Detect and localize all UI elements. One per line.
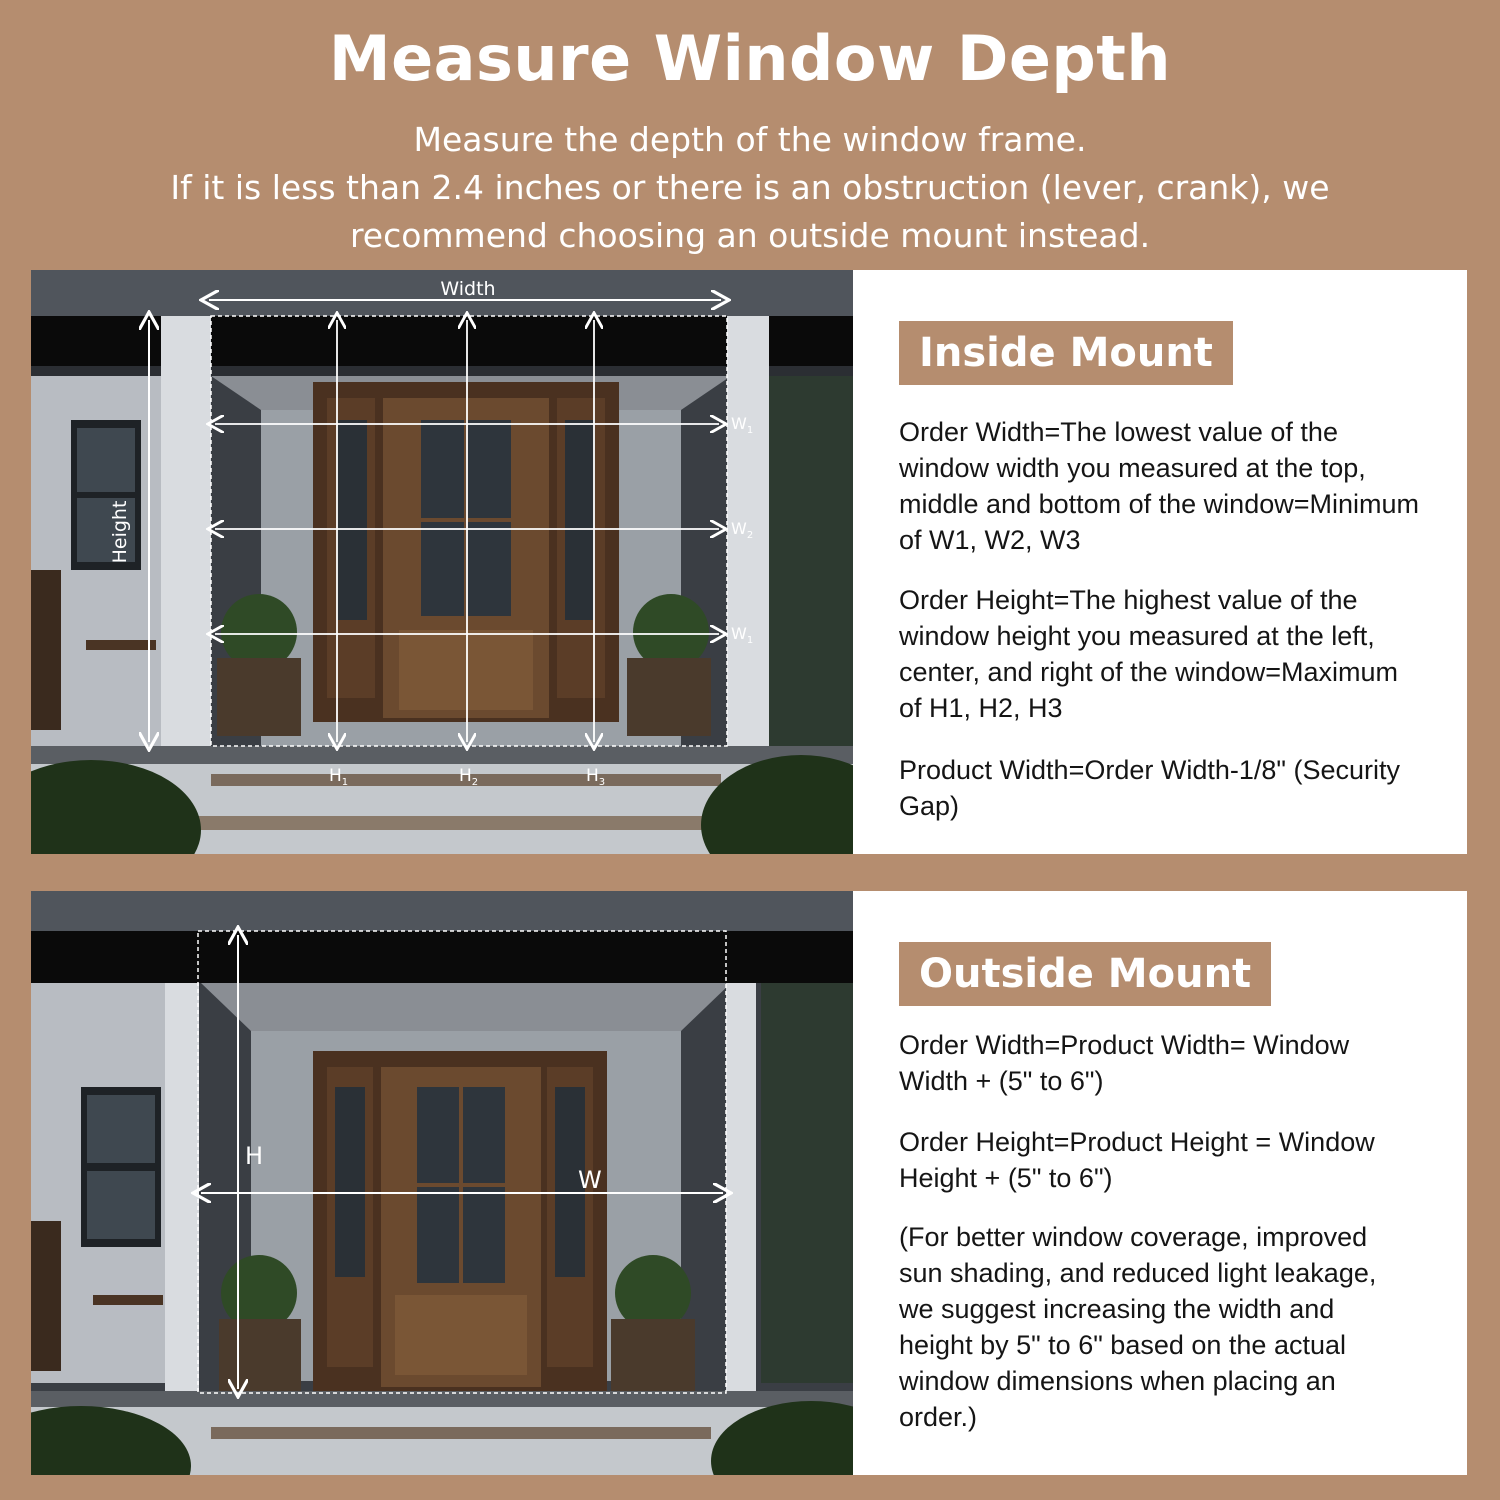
outside-mount-panel (31, 891, 1467, 1475)
h1-label: $H_1$ (329, 766, 349, 788)
inside-order-height-text: Order Height=The highest value of the window height you measured at the left, center, and right of the window=Maximum of H1, H2, H3 (899, 585, 1398, 723)
outside-mount-scene (31, 891, 853, 1475)
subtitle (60, 116, 1440, 260)
h3-label: $H_3$ (586, 766, 606, 788)
outside-mount-illustration (31, 891, 853, 1475)
subtitle-line-2: If it is less than 2.4 inches or there is an obstruction (lever, crank), we (170, 168, 1330, 207)
outside-mount-heading: Outside Mount (899, 942, 1271, 1006)
outside-w-label: W (578, 1166, 602, 1194)
subtitle-line-1: Measure the depth of the window frame. (413, 120, 1087, 159)
outside-coverage-note: (For better window coverage, improved sun shading, and reduced light leakage, we suggest increasing the width and height by 5" to 6" based on the actual window dimensions when placing an order.) (899, 1222, 1377, 1432)
width-label: Width (440, 278, 496, 300)
outside-order-height-text: Order Height=Product Height = Window Height + (5" to 6") (899, 1127, 1375, 1193)
page-title: Measure Window Depth (328, 22, 1172, 95)
subtitle-line-3: recommend choosing an outside mount instead. (349, 216, 1151, 255)
w2-label: $W_2$ (731, 519, 754, 541)
inside-mount-panel (31, 270, 1467, 854)
inside-product-width-text: Product Width=Order Width-1/8" (Security Gap) (899, 755, 1401, 821)
outside-h-label: H (245, 1142, 264, 1170)
inside-order-width-text: Order Width=The lowest value of the window width you measured at the top, middle and bottom of the window=Minimum of W1, W2, W3 (899, 417, 1420, 555)
h2-label: $H_2$ (459, 766, 479, 788)
outside-order-width-text: Order Width=Product Width= Window Width + (5" to 6") (899, 1030, 1350, 1096)
w1-bottom-label: $W_1$ (731, 624, 754, 646)
height-label: Height (109, 500, 131, 564)
w1-top-label: $W_1$ (731, 414, 754, 436)
inside-mount-heading: Inside Mount (899, 321, 1233, 385)
inside-mount-scene (31, 270, 853, 854)
inside-mount-illustration (31, 270, 853, 854)
